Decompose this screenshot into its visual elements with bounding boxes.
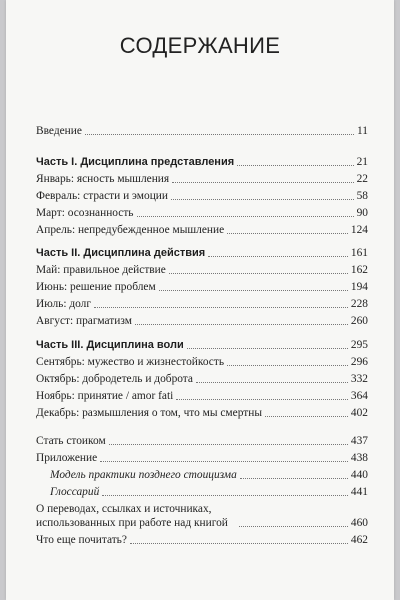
dot-leader: [109, 444, 348, 445]
toc-entry-page: 462: [350, 534, 368, 546]
toc-entry-label: О переводах, ссылках и источниках, использованных при работе над книгой: [36, 503, 228, 529]
book-page: [6, 0, 394, 600]
toc-entry-label: Приложение: [36, 452, 98, 464]
dot-leader: [227, 233, 348, 234]
toc-entry-page: 437: [350, 435, 368, 447]
toc-entry: [36, 312, 368, 328]
toc-entry-page: 296: [350, 356, 368, 368]
dot-leader: [227, 365, 348, 366]
dot-leader: [265, 416, 348, 417]
toc-entry-label: Декабрь: размышления о том, что мы смертны: [36, 407, 262, 419]
toc-entry-page: 441: [350, 486, 368, 498]
toc-entry-label: Октябрь: добродетель и доброта: [36, 373, 193, 385]
toc-entry-page: 460: [350, 517, 368, 529]
toc-entry-page: 90: [356, 207, 368, 219]
toc-entry: [36, 353, 368, 369]
toc-part-heading: [36, 244, 368, 260]
toc-entry-page: 332: [350, 373, 368, 385]
dot-leader: [176, 399, 348, 400]
toc-entry-page: 11: [357, 125, 368, 137]
toc-entry-page: 260: [350, 315, 368, 327]
toc-entry-label: Январь: ясность мышления: [36, 173, 170, 185]
dot-leader: [135, 324, 348, 325]
toc-entry-label: Глоссарий: [50, 486, 100, 498]
toc-entry: [36, 221, 368, 237]
dot-leader: [137, 216, 354, 217]
toc-entry-page: 194: [350, 281, 368, 293]
dot-leader: [102, 495, 348, 496]
page-title: СОДЕРЖАНИЕ: [119, 33, 281, 58]
dot-leader: [239, 526, 348, 527]
toc-entry-page: 438: [350, 452, 368, 464]
dot-leader: [196, 382, 348, 383]
toc-entry-label: Часть II. Дисциплина действия: [36, 247, 206, 259]
toc-part-heading: [36, 153, 368, 169]
toc-subentry: [36, 466, 368, 482]
toc-entry-label: Июнь: решение проблем: [36, 281, 156, 293]
toc-entry-label: Август: прагматизм: [36, 315, 132, 327]
dot-leader: [169, 273, 348, 274]
dot-leader: [172, 182, 353, 183]
dot-leader: [187, 348, 348, 349]
toc-entry-page: 440: [350, 469, 368, 481]
dot-leader: [94, 307, 348, 308]
dot-leader: [100, 461, 348, 462]
toc-entry-label: Модель практики позднего стоицизма: [50, 469, 237, 481]
dot-leader: [85, 134, 354, 135]
dot-leader: [240, 478, 348, 479]
toc-entry-page: 364: [350, 390, 368, 402]
toc-entry: [36, 404, 368, 420]
toc-entry-page: 295: [350, 339, 368, 351]
toc-entry: [36, 278, 368, 294]
toc-entry-label: Что еще почитать?: [36, 534, 127, 546]
toc-subentry: [36, 483, 368, 499]
toc-entry-page: 402: [350, 407, 368, 419]
toc-entry-page: 228: [350, 298, 368, 310]
toc-entry-page: 21: [356, 156, 368, 168]
toc-entry-label: Введение: [36, 125, 82, 137]
toc-entry: [36, 122, 368, 138]
toc-entry-page: 161: [350, 247, 368, 259]
dot-leader: [159, 290, 348, 291]
toc-entry-label: Май: правильное действие: [36, 264, 166, 276]
toc-entry: [36, 295, 368, 311]
toc-entry: [36, 187, 368, 203]
toc-entry-label: Июль: долг: [36, 298, 92, 310]
dot-leader: [130, 543, 348, 544]
toc-entry: [36, 432, 368, 448]
toc-entry-label: Март: осознанность: [36, 207, 134, 219]
toc-entry: [36, 387, 368, 403]
toc-entry: [36, 170, 368, 186]
toc-entry: [36, 204, 368, 220]
toc-entry-label: Часть I. Дисциплина представления: [36, 156, 235, 168]
toc-entry-page: 162: [350, 264, 368, 276]
toc-entry-label: Февраль: страсти и эмоции: [36, 190, 168, 202]
toc-entry-page: 58: [356, 190, 368, 202]
toc-entry-page: 124: [350, 224, 368, 236]
toc-entry-label: Сентябрь: мужество и жизнестойкость: [36, 356, 225, 368]
toc-entry-label: Часть III. Дисциплина воли: [36, 339, 184, 351]
toc-entry: [36, 531, 368, 547]
toc-entry-label: Стать стоиком: [36, 435, 106, 447]
toc-part-heading: [36, 336, 368, 352]
toc-entry-label: Ноябрь: принятие / amor fati: [36, 390, 174, 402]
toc-entry: [36, 449, 368, 465]
dot-leader: [237, 165, 353, 166]
toc-entry: [36, 370, 368, 386]
toc-entry-page: 22: [356, 173, 368, 185]
dot-leader: [208, 256, 348, 257]
toc-entry: [36, 500, 368, 530]
toc-entry-label: Апрель: непредубежденное мышление: [36, 224, 225, 236]
toc-entry: [36, 261, 368, 277]
dot-leader: [171, 199, 354, 200]
